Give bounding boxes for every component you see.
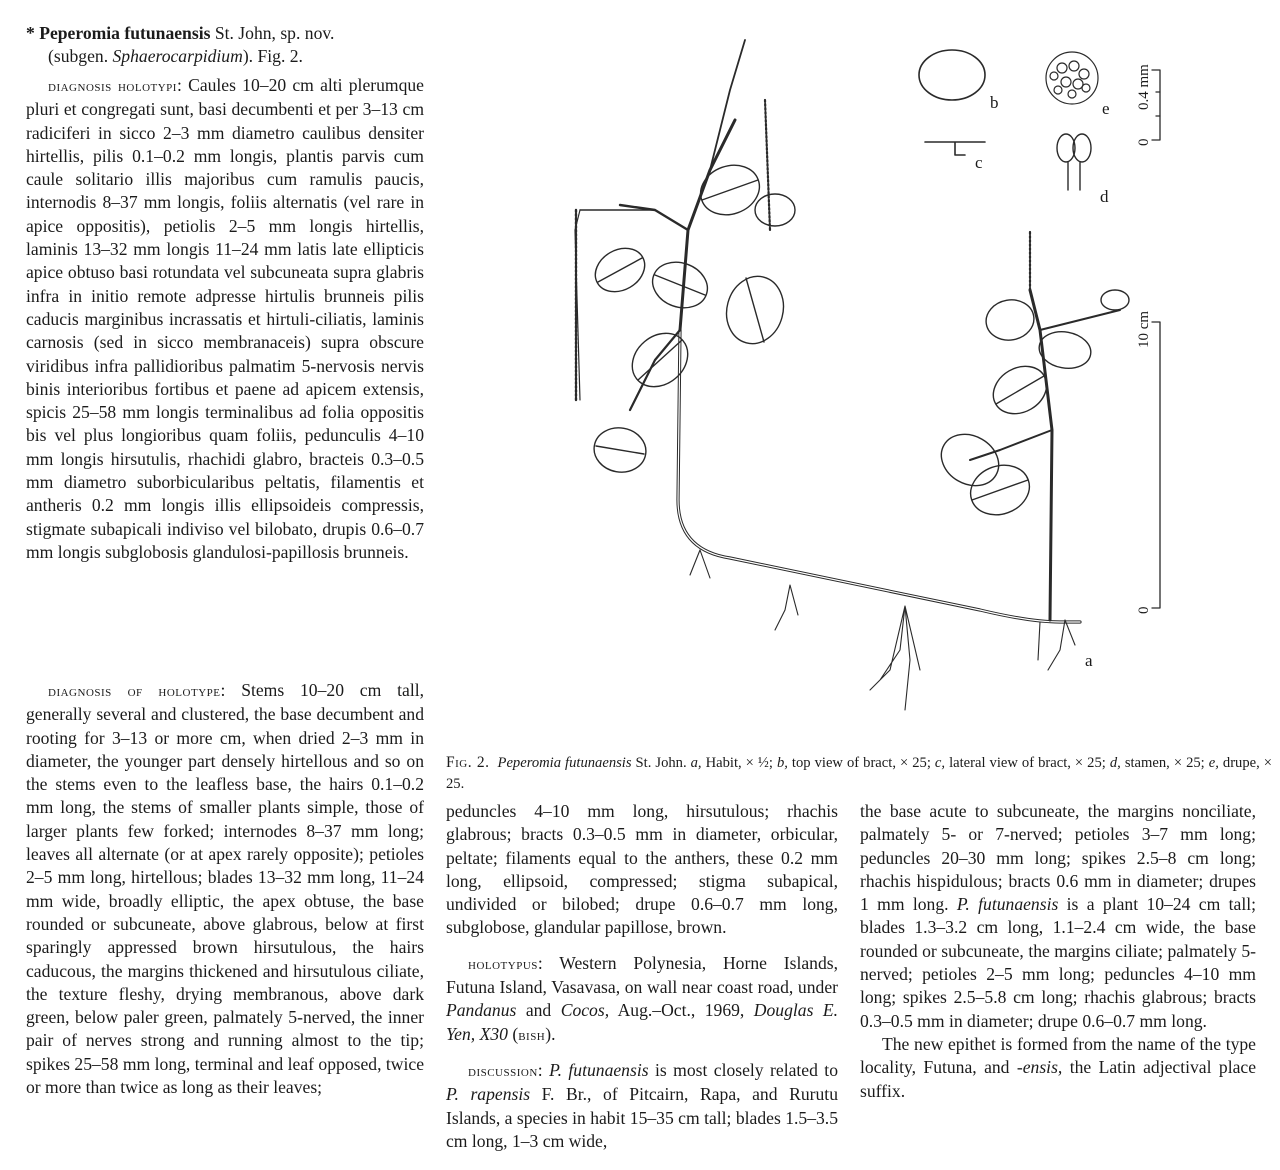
epithet-text-b: the Latin adjectival place suffix.: [860, 1057, 1257, 1101]
epithet-text-a: The new epithet is formed from the name of the type locality, Futuna, and: [860, 1033, 1256, 1078]
subgenus-close: ). Fig. 2.: [242, 46, 303, 66]
english-diagnosis: diagnosis of holotype: Stems 10–20 cm tall, generally several and clustered, the base decumbent and rooting for 3–13 or more cm, when dried 2–3 mm in diameter, the younger part densely hirtellous and so on the stems even to the leafless base, the hairs 0.1–0.2 mm long, the stems of smaller plants simple, those of larger plants few forked; internodes 8–37 mm long; leaves all alternate (or at apex rarely opposite); petioles 2–5 mm long, hirtellous; blades 13–32 mm long, 11–24 mm wide, broadly elliptic, the apex obtuse, the base rounded or subcuneate, above glabrous, below at first sparingly appressed brown hirsutulous, the hairs caducous, the margins thickened and hirsutulous ciliate, the texture fleshy, drying membranous, above dark green, below paler green, palmately 5-nerved, the inner pair of nerves strong and running almost to the tip; spikes 25–58 mm long, terminal and leaf opposed, twice or more than twice as long as their leaves;: [26, 680, 424, 1098]
subgenus-open: (subgen.: [48, 46, 113, 66]
holotypus-paragraph: holotypus: Western Polynesia, Horne Islands, Futuna Island, Vasavasa, on wall near coast road, under Pandanus and Cocos, Aug.–Oct., 1969, Douglas E. Yen, X30 (bish).: [446, 952, 839, 1044]
english-heading: diagnosis of holotype: [48, 683, 221, 700]
figure-label-b: b: [990, 93, 999, 112]
caption-letter-d: d,: [1109, 755, 1121, 771]
epithet-suffix: -ensis,: [1016, 1057, 1063, 1078]
discussion-text-b: F. Br., of Pitcairn, Rapa, and Rurutu Islands, a species in habit 15–35 cm tall; blades 1.5–3.5 cm long, 1–3 cm wide,: [446, 1084, 838, 1151]
english-continuation: peduncles 4–10 mm long, hirsutulous; rhachis glabrous; bracts 0.3–0.5 mm in diameter, orbicular, peltate; filaments equal to the anthers, these 0.2 mm long, ellipsoid, compressed; stigma subapical, undivided or bilobed; drupe 0.6–0.7 mm long, subglobose, glandular papillose, brown.: [446, 801, 838, 938]
caption-author: St. John.: [631, 755, 691, 771]
holotypus-paren-open: (: [507, 1023, 519, 1044]
epithet-paragraph: [860, 1033, 1256, 1103]
latin-heading: diagnosis holotypi: [48, 78, 177, 95]
right-column: [860, 800, 1256, 1103]
holotypus-pandanus: Pandanus: [446, 1000, 517, 1021]
discussion-related-species: P. rapensis: [446, 1084, 531, 1105]
caption-text-c: lateral view of bract, × 25;: [945, 755, 1110, 771]
holotypus-heading: holotypus: [468, 955, 538, 973]
discussion-cont-b: is a plant 10–24 cm tall; blades 1.3–3.2 cm long, 1.1–2.4 cm wide, the base rounded or subcuneate, the margins ciliate; palmately 5-nerved; petioles 2–5 mm long; peduncles 4–10 mm long; spikes 2.5–5.8 cm long; rhachis glabrous; bracts 0.3–0.5 mm in diameter; drupe 0.6–0.7 mm long.: [860, 894, 1257, 1031]
english-text: Stems 10–20 cm tall, generally several and clustered, the base decumbent and rooting for 3–13 or more cm, when dried 2–3 mm in diameter, the younger part densely hirtellous and so on the stems even to the leafless base, the hairs 0.1–0.2 mm long, the stems of smaller plants simple, those of larger plants few forked; internodes 8–37 mm long; leaves all alternate (or at apex rarely opposite); petioles 2–5 mm long, hirtellous; blades 13–32 mm long, 11–24 mm wide, broadly elliptic, the apex obtuse, the base rounded or subcuneate, above glabrous, below at first sparingly appressed brown hirsutulous, the hairs caducous, the margins thickened and hirsutulous ciliate, the texture fleshy, drying membranous, above dark green, below paler green, palmately 5-nerved, the inner pair of nerves strong and running almost to the tip; spikes 25–58 mm long, terminal and leaf opposed, twice or more than twice as long as their leaves;: [26, 680, 424, 1098]
figure-2: [560, 30, 1200, 742]
subgenus-name: Sphaerocarpidium: [112, 46, 243, 66]
holotypus-locality: Western Polynesia, Horne Islands, Futuna Island, Vasavasa, on wall near coast road, under: [446, 952, 838, 998]
holotypus-collector: Douglas E. Yen, X30: [446, 1000, 839, 1044]
holotypus-paren-close: ).: [545, 1023, 556, 1044]
holotypus-and: and: [516, 1000, 561, 1021]
discussion-text-a: is most closely related to: [648, 1059, 838, 1080]
caption-letter-b: b,: [776, 755, 788, 771]
discussion-paragraph: discussion: P. futunaensis is most closely related to P. rapensis F. Br., of Pitcairn, Rapa, and Rurutu Islands, a species in habit 15–35 cm tall; blades 1.5–3.5 cm long, 1–3 cm wide,: [446, 1059, 838, 1151]
caption-species: Peperomia futunaensis: [497, 755, 632, 771]
caption-text-a: Habit, × ½;: [701, 755, 777, 771]
caption-letter-e: e,: [1208, 755, 1219, 771]
latin-diagnosis: diagnosis holotypi: Caules 10–20 cm alti plerumque pluri et congregati sunt, basi decumbenti et per 3–13 cm radiciferi in sicco 2–3 mm diametro caulibus densiter hirtellis, pilis 0.1–0.2 mm longis, plantis parvis cum caule solitario illis majoribus cum ramulis paucis, internodis 8–37 mm longis, foliis alternatis (vel rare in apice oppositis), petiolis 2–5 mm longis hirtellis, laminis 13–32 mm longis 11–24 mm latis late ellipticis apice obtuso basi rotundata vel subcuneata supra glabris infra in initio remote adpresse hirtulis brunneis pilis caducis marginibus incrassatis et hirtuli-ciliatis, laminis carnosis (sed in sicco membranaceis) supra obscure viridibus infra pallidioribus palmatim 5-nervosis nervis binis interioribus fortibus et paene ad apicem extensis, spicis 25–58 mm longis terminalibus ad folia oppositis bis vel plus longioribus quam foliis, pedunculis 4–10 mm longis hirsutulis, rhachidi glabro, bracteis 0.3–0.5 mm diametro suborbicularibus peltatis, filamentis et antheris 0.2 mm longis illis ellipsoideis compressis, stigmate subapicali indiviso vel bilobato, drupis 0.6–0.7 mm longis subglobosis glandulosi-papillosis brunneis.: [26, 75, 424, 562]
plant-illustration: [560, 30, 1200, 742]
scale-small-label: 0.4 mm: [1136, 64, 1152, 110]
caption-letter-a: a,: [690, 755, 702, 771]
holotypus-herbarium: bish: [518, 1026, 546, 1044]
caption-text-e: drupe, × 25.: [446, 755, 1273, 792]
figure-label-d: d: [1100, 187, 1109, 206]
species-name: Peperomia futunaensis: [39, 23, 211, 43]
figure-label-e: e: [1102, 99, 1110, 118]
discussion-continuation: [860, 800, 1256, 1033]
discussion-cont-species: P. futunaensis: [956, 894, 1059, 915]
caption-text-b: top view of bract, × 25;: [787, 755, 935, 771]
figure-caption: [446, 752, 1272, 795]
caption-text-d: stamen, × 25;: [1120, 755, 1209, 771]
holotypus-date: Aug.–Oct., 1969,: [609, 1000, 754, 1021]
discussion-species: P. futunaensis: [549, 1059, 649, 1080]
figure-label-c: c: [975, 153, 983, 172]
figure-label-a: a: [1085, 651, 1093, 670]
species-author: St. John, sp. nov.: [210, 23, 335, 43]
scale-large-label: 10 cm: [1136, 310, 1152, 348]
holotypus-cocos: Cocos,: [560, 1000, 610, 1021]
discussion-cont-a: the base acute to subcuneate, the margins nonciliate, palmately 5- or 7-nerved; petioles 3–7 mm long; peduncles 20–30 mm long; spikes 2.5–8 cm long; rhachis hispidulous; bracts 0.6 mm in diameter; drupes 1 mm long.: [860, 801, 1256, 915]
latin-text: Caules 10–20 cm alti plerumque pluri et congregati sunt, basi decumbenti et per 3–13 cm radiciferi in sicco 2–3 mm diametro caulibus densiter hirtellis, pilis 0.1–0.2 mm longis, plantis parvis cum caule solitario illis majoribus cum ramulis paucis, internodis 8–37 mm longis, foliis alternatis (vel rare in apice oppositis), petiolis 2–5 mm longis hirtellis, laminis 13–32 mm longis 11–24 mm latis late ellipticis apice obtuso basi rotundata vel subcuneata supra glabris infra in initio remote adpresse hirtulis brunneis pilis caducis marginibus incrassatis et hirtuli-ciliatis, laminis carnosis (sed in sicco membranaceis) supra obscure viridibus infra pallidioribus palmatim 5-nervosis nervis binis interioribus fortibus et paene ad apicem extensis, spicis 25–58 mm longis terminalibus ad folia oppositis bis vel plus longioribus quam foliis, pedunculis 4–10 mm longis hirsutulis, rhachidi glabro, bracteis 0.3–0.5 mm diametro suborbicularibus peltatis, filamentis et antheris 0.2 mm longis illis ellipsoideis compressis, stigmate subapicali indiviso vel bilobato, drupis 0.6–0.7 mm longis subglobosis glandulosi-papillosis brunneis.: [26, 75, 424, 562]
title-asterisk: *: [26, 23, 35, 43]
caption-letter-c: c,: [934, 755, 946, 771]
scale-small-zero: 0: [1136, 138, 1152, 146]
discussion-heading: discussion: [468, 1062, 538, 1080]
middle-column: [446, 800, 838, 1153]
caption-fig-number: Fig. 2.: [446, 754, 490, 771]
scale-large-zero: 0: [1136, 606, 1152, 614]
species-title: [26, 22, 426, 68]
